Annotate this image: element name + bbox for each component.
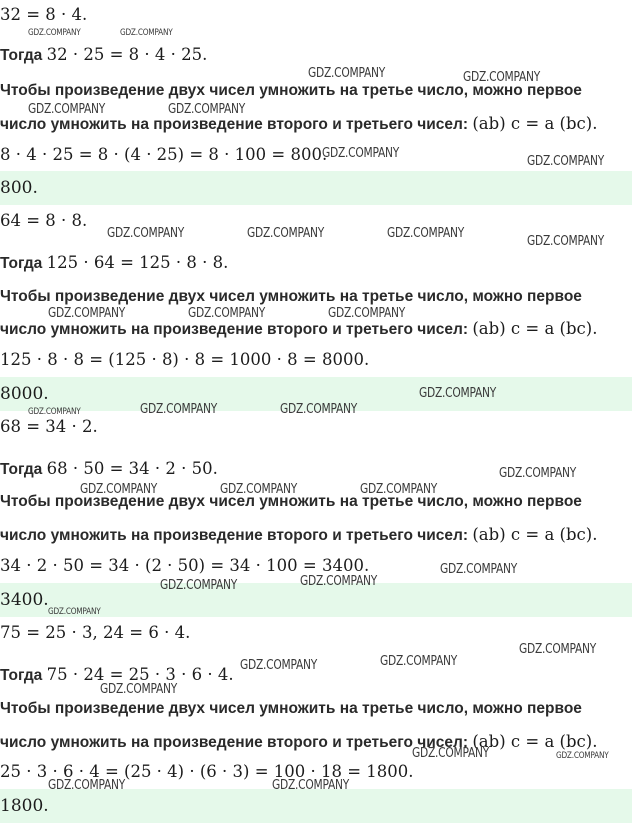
rule-line-2-1: Чтобы произведение двух чисел умножить на третье число, можно первое xyxy=(0,288,582,305)
watermark: GDZ.COMPANY xyxy=(120,28,173,38)
watermark: GDZ.COMPANY xyxy=(28,28,81,38)
expression-1 xyxy=(0,46,207,65)
watermark: GDZ.COMPANY xyxy=(160,578,238,593)
watermark: GDZ.COMPANY xyxy=(380,654,458,669)
watermark: GDZ.COMPANY xyxy=(100,682,178,697)
expression-4-formula: 75 · 24 = 25 · 3 · 6 · 4. xyxy=(46,665,234,684)
watermark: GDZ.COMPANY xyxy=(308,66,386,81)
watermark: GDZ.COMPANY xyxy=(48,607,101,617)
watermark: GDZ.COMPANY xyxy=(300,574,378,589)
watermark: GDZ.COMPANY xyxy=(499,466,577,481)
watermark: GDZ.COMPANY xyxy=(80,482,158,497)
decomposition-2: 64 = 8 · 8. xyxy=(0,211,88,230)
watermark: GDZ.COMPANY xyxy=(28,102,106,117)
rule-formula: (ab) c = a (bc). xyxy=(472,319,598,338)
rule-line-2-2 xyxy=(0,320,597,339)
watermark: GDZ.COMPANY xyxy=(387,226,465,241)
then-word: Тогда xyxy=(0,255,43,272)
watermark: GDZ.COMPANY xyxy=(527,234,605,249)
rule-formula: (ab) c = a (bc). xyxy=(472,114,598,133)
rule-text: число умножить на произведение второго и третьего чисел: xyxy=(0,734,469,751)
watermark: GDZ.COMPANY xyxy=(360,482,438,497)
watermark: GDZ.COMPANY xyxy=(419,386,497,401)
calculation-2: 125 · 8 · 8 = (125 · 8) · 8 = 1000 · 8 = 8000. xyxy=(0,350,370,369)
then-word: Тогда xyxy=(0,461,43,478)
decomposition-3: 68 = 34 · 2. xyxy=(0,417,98,436)
watermark: GDZ.COMPANY xyxy=(28,407,81,417)
calculation-1: 8 · 4 · 25 = 8 · (4 · 25) = 8 · 100 = 800. xyxy=(0,145,328,164)
rule-formula: (ab) c = a (bc). xyxy=(472,732,598,751)
rule-line-3-2 xyxy=(0,526,597,545)
watermark: GDZ.COMPANY xyxy=(556,751,609,761)
answer-3: 3400. xyxy=(0,583,632,617)
rule-formula: (ab) c = a (bc). xyxy=(472,525,598,544)
watermark: GDZ.COMPANY xyxy=(322,146,400,161)
watermark: GDZ.COMPANY xyxy=(168,102,246,117)
rule-text: число умножить на произведение второго и третьего чисел: xyxy=(0,116,469,133)
answer-4: 1800. xyxy=(0,789,632,823)
watermark: GDZ.COMPANY xyxy=(272,778,350,793)
answer-2: 8000. xyxy=(0,377,632,411)
watermark: GDZ.COMPANY xyxy=(247,226,325,241)
watermark: GDZ.COMPANY xyxy=(280,402,358,417)
watermark: GDZ.COMPANY xyxy=(240,658,318,673)
answer-1: 800. xyxy=(0,171,632,205)
rule-line-4-1: Чтобы произведение двух чисел умножить на третье число, можно первое xyxy=(0,700,582,717)
rule-text: число умножить на произведение второго и третьего чисел: xyxy=(0,321,469,338)
rule-line-3-1: Чтобы произведение двух чисел умножить на третье число, можно первое xyxy=(0,493,582,510)
watermark: GDZ.COMPANY xyxy=(440,562,518,577)
watermark: GDZ.COMPANY xyxy=(140,402,218,417)
watermark: GDZ.COMPANY xyxy=(107,226,185,241)
watermark: GDZ.COMPANY xyxy=(527,154,605,169)
rule-line-4-2 xyxy=(0,733,597,752)
expression-3-formula: 68 · 50 = 34 · 2 · 50. xyxy=(46,459,218,478)
expression-3 xyxy=(0,460,218,479)
watermark: GDZ.COMPANY xyxy=(48,778,126,793)
then-word: Тогда xyxy=(0,667,43,684)
then-word: Тогда xyxy=(0,47,43,64)
rule-line-1-2 xyxy=(0,115,597,134)
watermark: GDZ.COMPANY xyxy=(412,746,490,761)
calculation-3: 34 · 2 · 50 = 34 · (2 · 50) = 34 · 100 = 3400. xyxy=(0,556,370,575)
watermark: GDZ.COMPANY xyxy=(188,306,266,321)
decomposition-1: 32 = 8 · 4. xyxy=(0,5,88,24)
expression-2 xyxy=(0,254,228,273)
watermark: GDZ.COMPANY xyxy=(48,306,126,321)
rule-text: число умножить на произведение второго и третьего чисел: xyxy=(0,527,469,544)
decomposition-4: 75 = 25 · 3, 24 = 6 · 4. xyxy=(0,623,191,642)
watermark: GDZ.COMPANY xyxy=(463,70,541,85)
watermark: GDZ.COMPANY xyxy=(220,482,298,497)
watermark: GDZ.COMPANY xyxy=(328,306,406,321)
expression-2-formula: 125 · 64 = 125 · 8 · 8. xyxy=(46,253,229,272)
expression-1-formula: 32 · 25 = 8 · 4 · 25. xyxy=(46,45,208,64)
watermark: GDZ.COMPANY xyxy=(519,642,597,657)
calculation-4: 25 · 3 · 6 · 4 = (25 · 4) · (6 · 3) = 100 · 18 = 1800. xyxy=(0,762,414,781)
rule-line-1-1: Чтобы произведение двух чисел умножить на третье число, можно первое xyxy=(0,82,582,99)
